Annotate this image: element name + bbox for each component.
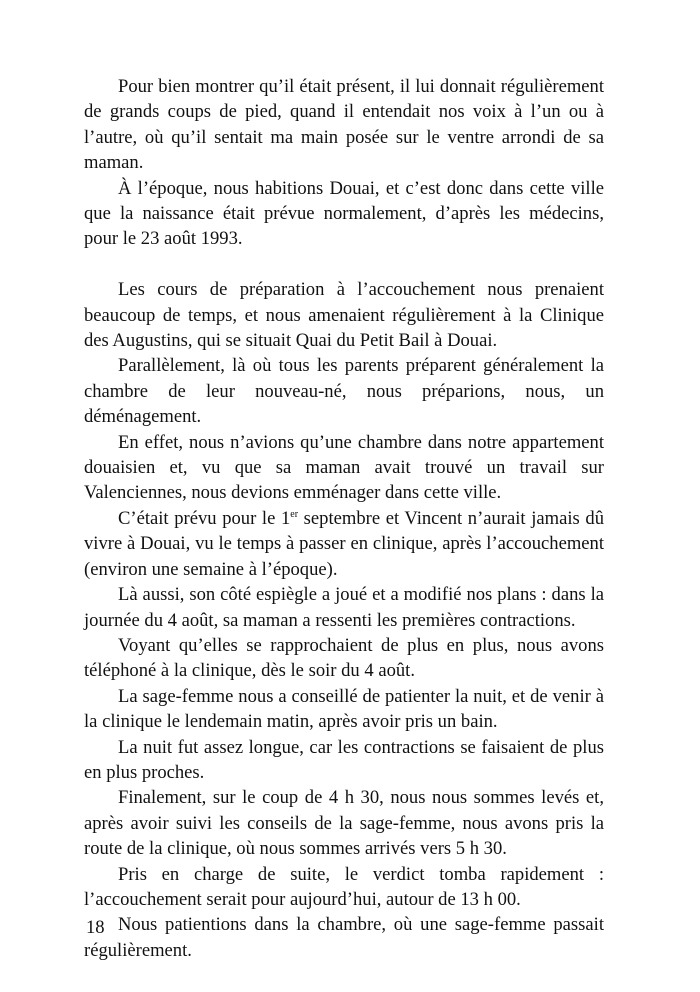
paragraph-8: Voyant qu’elles se rapprochaient de plus en plus, nous avons téléphoné à la clinique, dès le soir du 4 août.: [84, 634, 604, 682]
paragraph-10: La nuit fut assez longue, car les contractions se faisaient de plus en plus proches.: [84, 736, 604, 783]
page-number: 18: [86, 917, 105, 938]
paragraph-4: Parallèlement, là où tous les parents préparent généralement la chambre de leur nouveau-né, nous préparions, nous, un déménagement.: [84, 355, 604, 428]
paragraph-6-end: septembre et Vincent n’aurait jamais dû vivre à Douai, vu le temps à passer en clinique, après l’accouchement (environ une semaine à l’époque).: [84, 507, 604, 580]
paragraph-13: Nous patientions dans la chambre, où une sage-femme passait régulièrement.: [84, 914, 604, 961]
paragraph-3: Les cours de préparation à l’accouchement nous prenaient beaucoup de temps, et nous amenaient régulièrement à la Clinique des Augustins, qui se situait Quai du Petit Bail à Douai.: [84, 279, 604, 352]
paragraph-1: Pour bien montrer qu’il était présent, il lui donnait régulièrement de grands coups de pied, quand il entendait nos voix à l’un ou à l’autre, où qu’il sentait ma main posée sur le ventre arrondi de sa maman.: [84, 76, 604, 174]
paragraph-11: Finalement, sur le coup de 4 h 30, nous nous sommes levés et, après avoir suivi les conseils de la sage-femme, nous avons pris la route de la clinique, où nous sommes arrivés vers 5 h 30.: [84, 787, 604, 860]
body-text: [84, 74, 604, 963]
paragraph-9: La sage-femme nous a conseillé de patienter la nuit, et de venir à la clinique le lendemain matin, après avoir pris un bain.: [84, 685, 604, 733]
paragraph-5: En effet, nous n’avions qu’une chambre dans notre appartement douaisien et, vu que sa maman avait trouvé un travail sur Valenciennes, nous devions emménager dans cette ville.: [84, 431, 604, 504]
paragraph-12: Pris en charge de suite, le verdict tomba rapidement : l’accouchement serait pour aujourd’hui, autour de 13 h 00.: [84, 863, 604, 910]
paragraph-2: À l’époque, nous habitions Douai, et c’est donc dans cette ville que la naissance était prévue normalement, d’après les médecins, pour le 23 août 1993.: [84, 177, 604, 250]
paragraph-6: [84, 506, 604, 582]
paragraph-7: Là aussi, son côté espiègle a joué et a modifié nos plans : dans la journée du 4 août, sa maman a ressenti les premières contractions.: [84, 584, 604, 631]
ordinal-superscript: er: [290, 508, 299, 520]
paragraph-6-start: C’était prévu pour le 1: [118, 507, 291, 529]
